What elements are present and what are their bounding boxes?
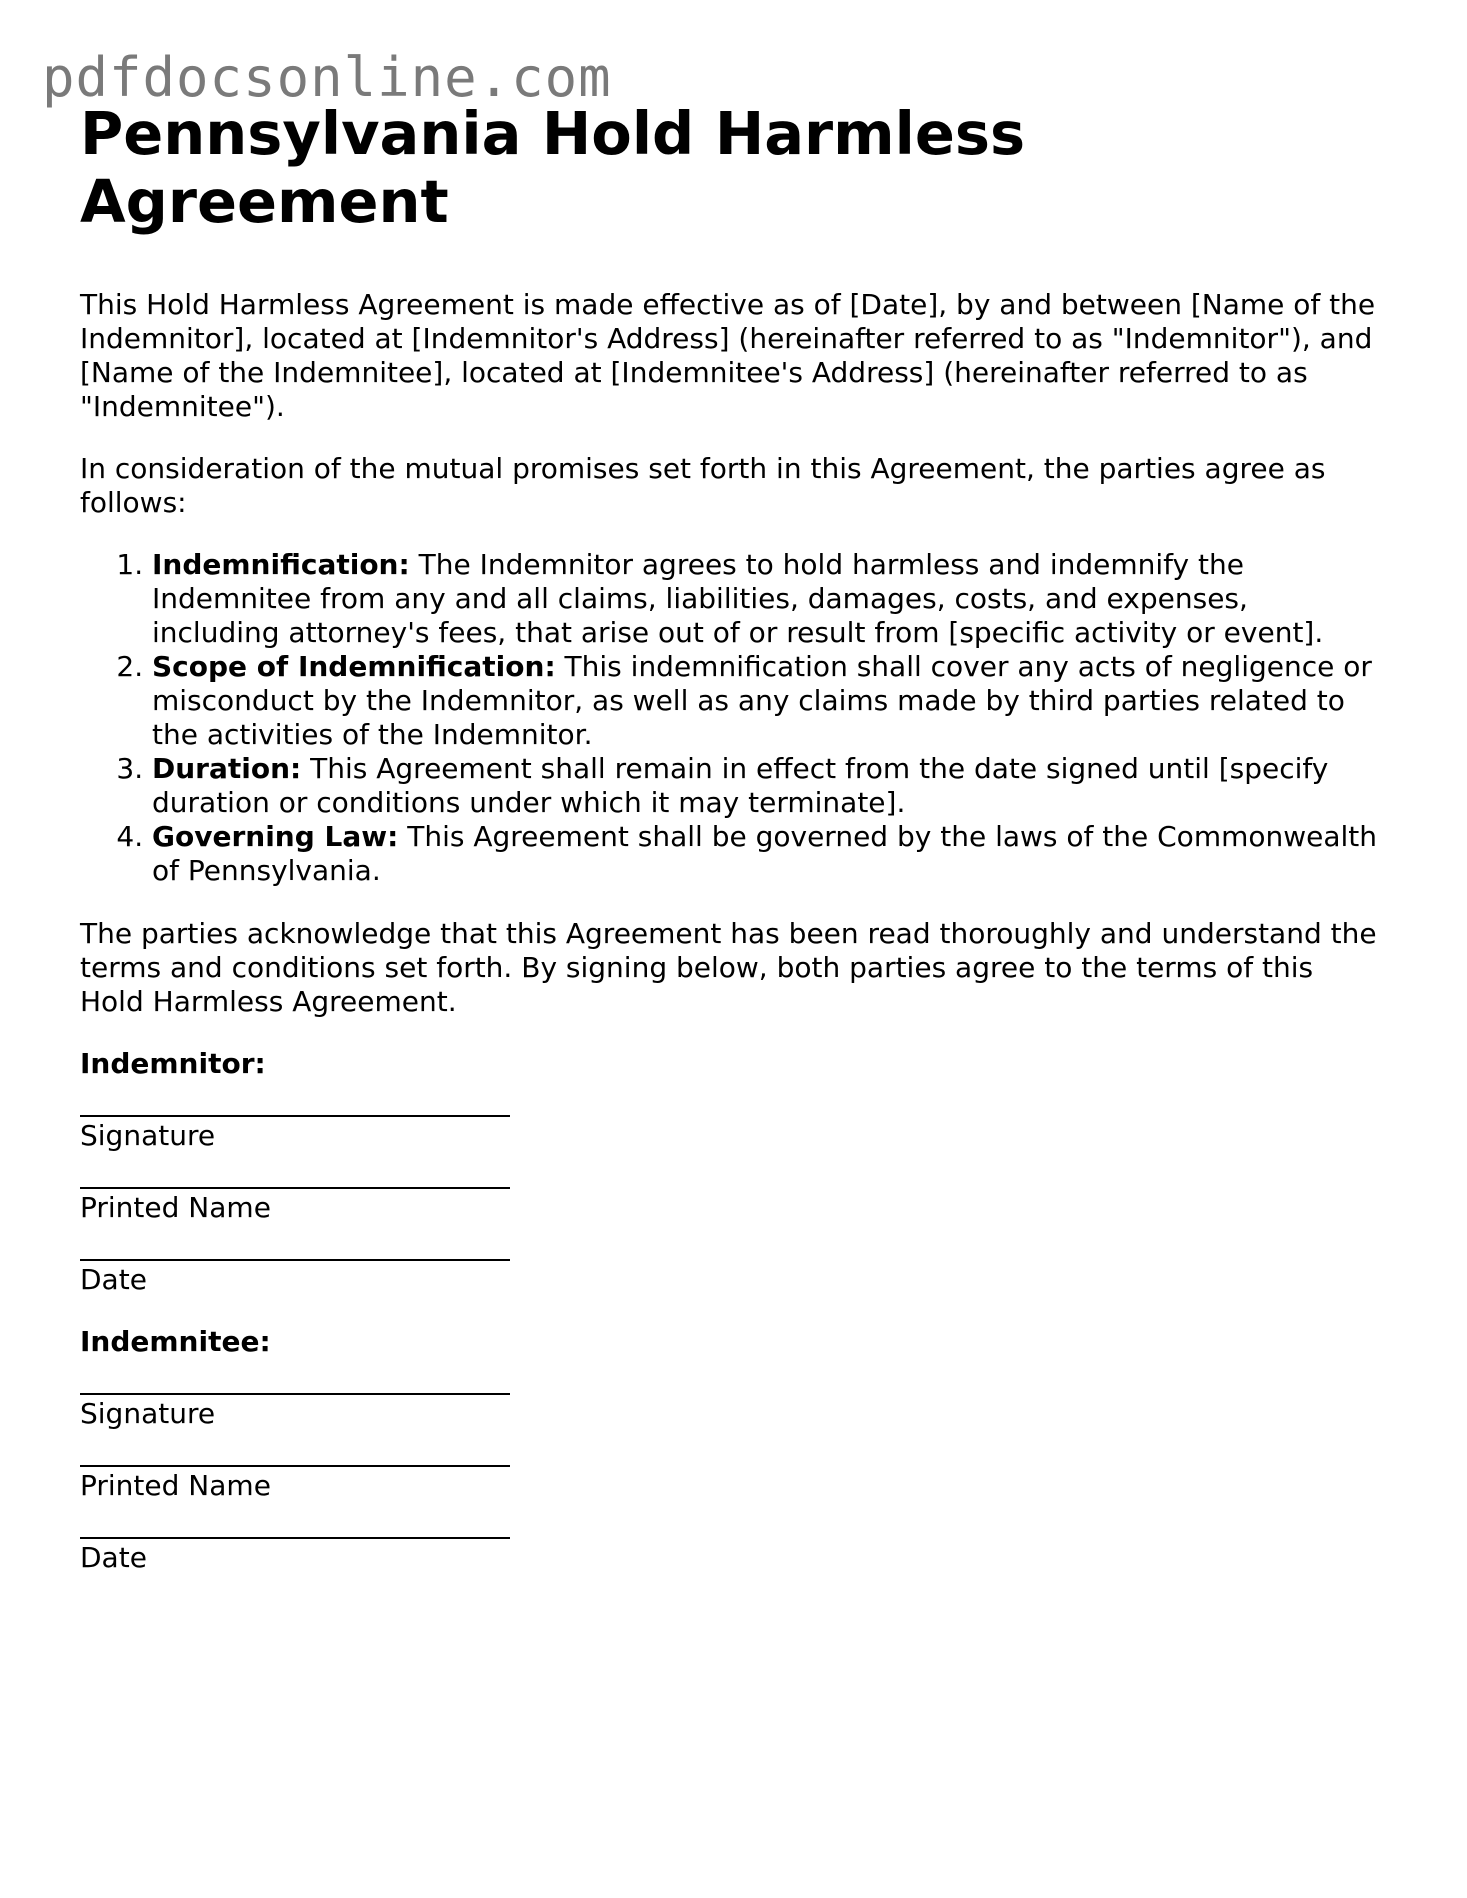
clause-title: Scope of Indemnification: bbox=[152, 650, 556, 683]
indemnitee-date-field bbox=[80, 1537, 1380, 1575]
clause-list bbox=[80, 548, 1380, 888]
signature-label: Signature bbox=[80, 1119, 216, 1152]
indemnitee-heading: Indemnitee: bbox=[80, 1325, 271, 1358]
indemnitor-heading: Indemnitor: bbox=[80, 1047, 266, 1080]
printed-name-line[interactable] bbox=[80, 1187, 510, 1189]
document-page bbox=[80, 100, 1380, 1603]
signature-label: Signature bbox=[80, 1397, 216, 1430]
clause-title: Duration: bbox=[152, 752, 302, 785]
indemnitor-printed-name-field bbox=[80, 1187, 1380, 1225]
signature-line[interactable] bbox=[80, 1393, 510, 1395]
clause-title: Governing Law: bbox=[152, 820, 399, 853]
indemnitee-printed-name-field bbox=[80, 1465, 1380, 1503]
printed-name-label: Printed Name bbox=[80, 1469, 271, 1502]
printed-name-line[interactable] bbox=[80, 1465, 510, 1467]
clause-text: This indemnification shall cover any acts of negligence or misconduct by the Indemnitor, as well as any claims made by third parties related to the activities of the Indemnitor. bbox=[152, 650, 1372, 751]
clause-item bbox=[152, 820, 1380, 888]
clause-item bbox=[152, 650, 1380, 752]
document-title: Pennsylvania Hold Harmless Agreement bbox=[80, 99, 1026, 236]
date-line[interactable] bbox=[80, 1259, 510, 1261]
clause-item bbox=[152, 752, 1380, 820]
clause-item bbox=[152, 548, 1380, 650]
clause-text: This Agreement shall remain in effect from the date signed until [specify duration or conditions under which it may terminate]. bbox=[152, 752, 1329, 819]
indemnitee-signature-field bbox=[80, 1393, 1380, 1431]
signature-line[interactable] bbox=[80, 1115, 510, 1117]
intro-paragraph: This Hold Harmless Agreement is made effective as of [Date], by and between [Name of the Indemnitor], located at [Indemnitor's Address] (hereinafter referred to as "Indemnitor"), and [Name of the Indemnitee], located at [Indemnitee's Address] (hereinafter referred to as "Indemnitee"). bbox=[80, 288, 1376, 423]
watermark-text: pdfdocsonline.com bbox=[42, 46, 612, 109]
clause-title: Indemnification: bbox=[152, 548, 410, 581]
clause-text: The Indemnitor agrees to hold harmless and indemnify the Indemnitee from any and all claims, liabilities, damages, costs, and expenses, including attorney's fees, that arise out of or result from [specific activity or event]. bbox=[152, 548, 1324, 649]
date-label: Date bbox=[80, 1541, 147, 1574]
printed-name-label: Printed Name bbox=[80, 1191, 271, 1224]
indemnitee-signature-block bbox=[80, 1325, 1380, 1575]
indemnitor-signature-field bbox=[80, 1115, 1380, 1153]
indemnitor-date-field bbox=[80, 1259, 1380, 1297]
acknowledgement-paragraph: The parties acknowledge that this Agreement has been read thoroughly and understand the terms and conditions set forth. By signing below, both parties agree to the terms of this Hold Harmless Agreement. bbox=[80, 917, 1377, 1018]
consideration-paragraph: In consideration of the mutual promises set forth in this Agreement, the parties agree as follows: bbox=[80, 452, 1326, 519]
date-label: Date bbox=[80, 1263, 147, 1296]
clause-text: This Agreement shall be governed by the laws of the Commonwealth of Pennsylvania. bbox=[152, 820, 1378, 887]
indemnitor-signature-block bbox=[80, 1047, 1380, 1297]
date-line[interactable] bbox=[80, 1537, 510, 1539]
